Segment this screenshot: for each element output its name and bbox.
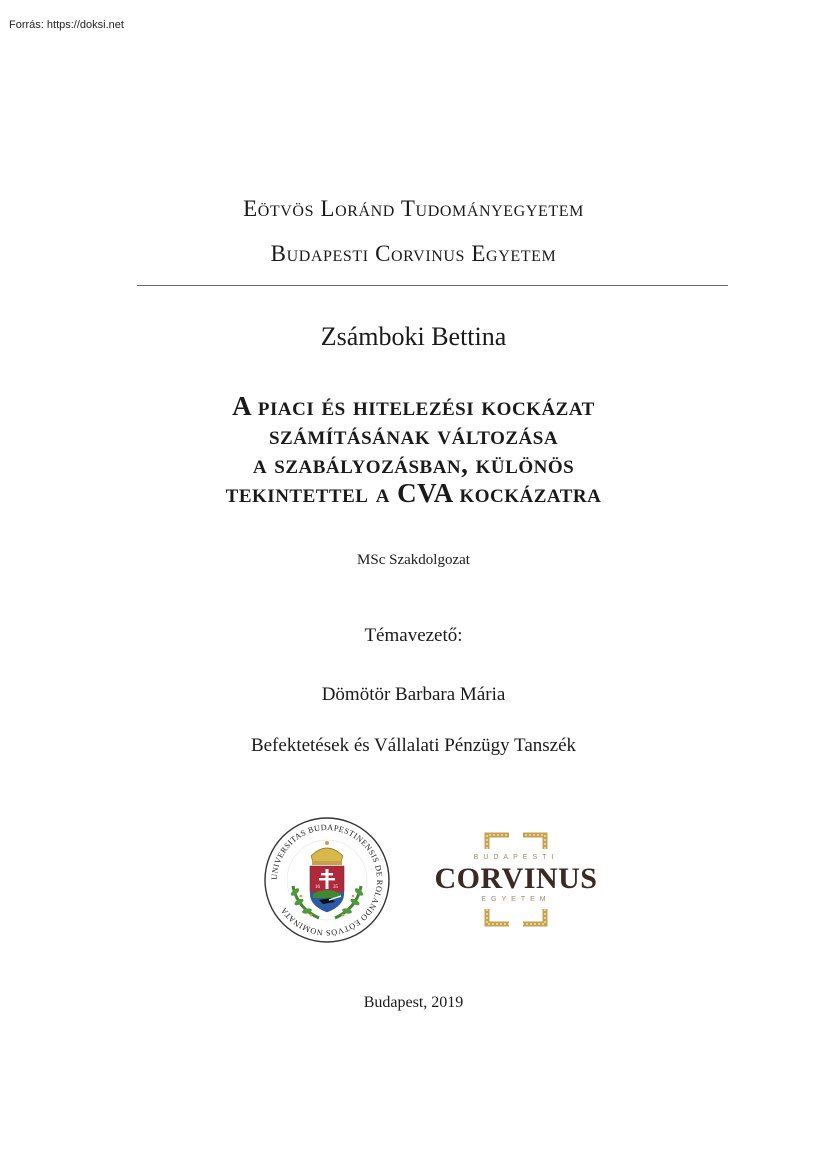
department: Befektetések és Vállalati Pénzügy Tanszék [250, 735, 577, 756]
title-line: a szabályozásban, különös [252, 449, 575, 479]
institution-elte: Eötvös Loránd Tudományegyetem [243, 196, 584, 221]
corvinus-top-text: BUDAPESTI [473, 854, 559, 861]
author-name: Zsámboki Bettina [320, 322, 507, 351]
title-line: tekintettel a CVA kockázatra [225, 478, 602, 508]
svg-text:16: 16 [315, 885, 320, 890]
horizontal-rule [137, 285, 728, 286]
place-and-year: Budapest, 2019 [363, 994, 464, 1011]
source-note[interactable]: Forrás: https://doksi.net [9, 19, 124, 31]
svg-text:35: 35 [333, 885, 338, 890]
corvinus-wordmark: CORVINUS [434, 862, 598, 895]
institution-corvinus: Budapesti Corvinus Egyetem [270, 241, 557, 266]
corvinus-bottom-text: EGYETEM [481, 896, 551, 903]
supervisor-label: Témavezető: [364, 625, 463, 646]
thesis-title [0, 392, 827, 508]
title-line: számításának változása [268, 420, 559, 450]
seal-ring-text: UNIVERSITAS BUDAPESTINENSIS DE ROLANDO EÖTVÖS NOMINATA [269, 822, 385, 938]
title-line: A piaci és hitelezési kockázat [232, 391, 595, 421]
thesis-type: MSc Szakdolgozat [357, 552, 470, 568]
elte-seal-logo [263, 816, 391, 944]
supervisor-name: Dömötör Barbara Mária [321, 684, 506, 705]
corvinus-logo [433, 830, 599, 930]
